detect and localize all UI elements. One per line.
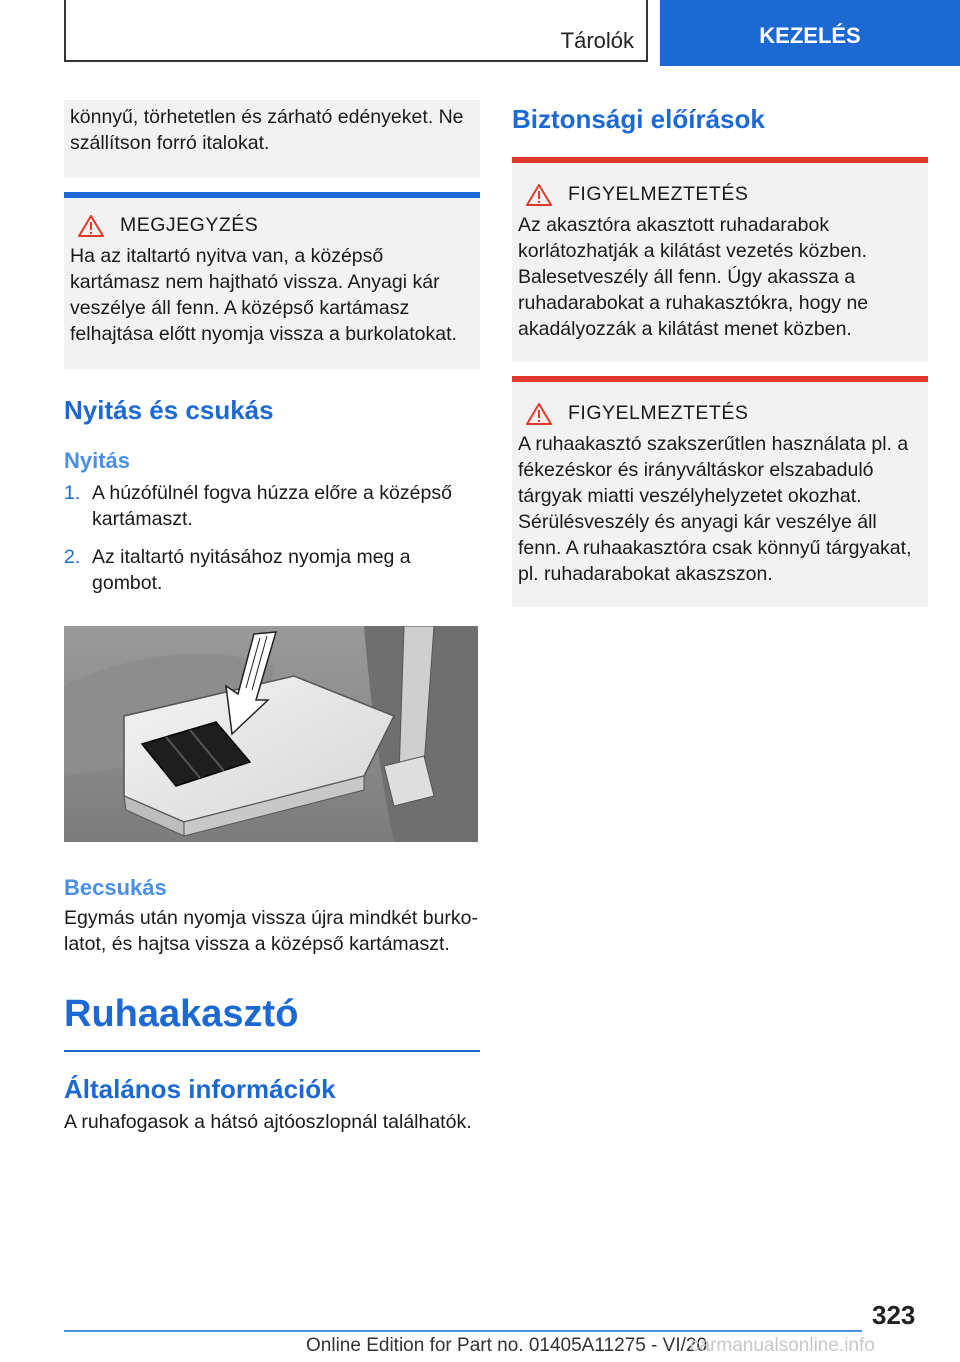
warning-text: Az akasztóra akasztott ruhadarabok korlátozhatják a kilátást vezetés közben. Balesetveszély áll fenn. Úgy akassza a ruhadarabokat a ruhakasztókra, hogy ne akadályozzák a kilátást menet közben. (518, 214, 869, 340)
heading-close: Becsukás (64, 875, 167, 900)
list-item (64, 544, 480, 596)
warning-header (518, 402, 920, 425)
continued-note-box (64, 100, 480, 178)
page-header (0, 0, 960, 66)
open-steps-list (64, 480, 480, 596)
watermark-text: carmanualsonline.info (690, 1335, 875, 1356)
step-text: A húzófülnél fogva húzza előre a középső kartámaszt. (92, 482, 452, 530)
note-box (64, 192, 480, 369)
right-column (512, 100, 928, 607)
note-header (70, 214, 472, 237)
heading-general: Általános információk (64, 1074, 336, 1104)
warning-triangle-icon (526, 184, 552, 206)
footer-rule (64, 1330, 862, 1332)
step-number: 1. (64, 482, 81, 504)
left-column (64, 100, 480, 1135)
heading-open-close: Nyitás és csukás (64, 395, 274, 425)
warning-title: FIGYELMEZTETÉS (568, 183, 749, 205)
header-chapter-tab: KEZELÉS (660, 0, 960, 66)
edition-text: Online Edition for Part no. 01405A11275 - VI/20 (306, 1335, 708, 1356)
warning-title: FIGYELMEZTETÉS (568, 402, 749, 424)
header-section-title: Tárolók (560, 28, 634, 53)
page-number: 323 (872, 1300, 916, 1330)
list-item (64, 480, 480, 532)
intro-text: könnyű, törhetetlen és zárható edényeket. Ne szállítson forró italokat. (70, 106, 464, 154)
heading-safety: Biztonsági előírások (512, 104, 765, 134)
header-section-box (64, 0, 648, 62)
general-text: A ruhafogasok a hátsó ajtóoszlopnál találhatók. (64, 1111, 472, 1133)
close-text: Egymás után nyomja vissza újra mindkét burkolatot, és hajtsa vissza a középső kartámaszt. (64, 907, 479, 955)
step-text: Az italtartó nyitásához nyomja meg a gombot. (92, 546, 411, 594)
step-number: 2. (64, 546, 81, 568)
heading-rule (64, 1050, 480, 1052)
note-text: Ha az italtartó nyitva van, a középső kartámasz nem hajtható vissza. Anyagi kár veszélye áll fenn. A középső kartámasz felhajtása előtt nyomja vissza a burkolatokat. (70, 245, 457, 345)
warning-box (512, 157, 928, 362)
heading-open: Nyitás (64, 448, 131, 473)
heading-hanger: Ruhaakasztó (64, 993, 299, 1035)
warning-triangle-icon (526, 403, 552, 425)
armrest-cupholder-illustration (64, 626, 478, 842)
warning-text: A ruhaakasztó szakszerűtlen használata pl. a fékezéskor és irányváltáskor elszabaduló tárgyak miatti veszélyhelyzetet okozhat. Sérülésveszély és anyagi kár veszélye áll fenn. A ruhaakasztóra csak könnyű tárgyakat, pl. ruhadarabokat akaszszon. (518, 433, 912, 585)
warning-triangle-icon (78, 215, 104, 237)
note-title: MEGJEGYZÉS (120, 214, 259, 236)
warning-box (512, 376, 928, 607)
warning-header (518, 183, 920, 206)
